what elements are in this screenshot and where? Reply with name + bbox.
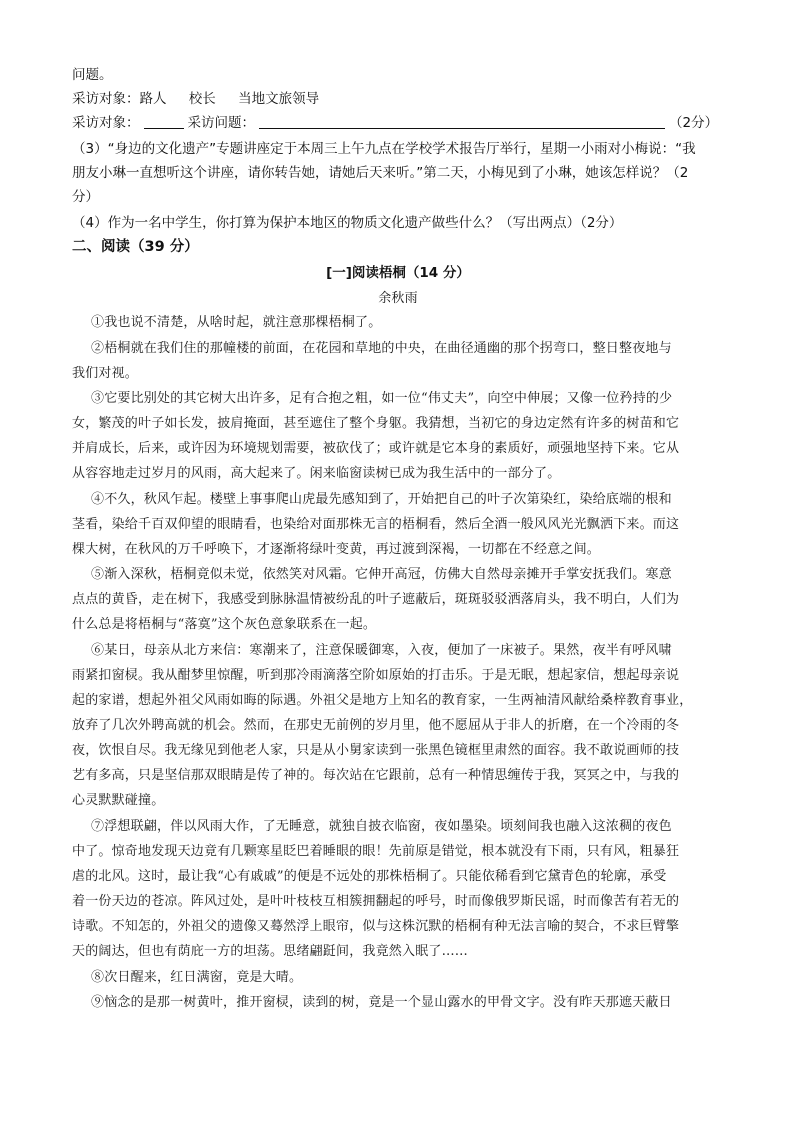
author: 余秋雨 [378,291,418,306]
text-line: 问题。 [72,67,113,83]
passage-line: ⑥某日，母亲从北方来信：寒潮来了，注意保暖御寒，入夜，便加了一床被子。果然，夜半有呼风啸 [91,643,672,658]
interviewee-3: 当地文旅领导 [238,91,320,107]
passage-line: 棵大树，在秋风的万千呼唤下，才逐渐将绿叶变黄，再过渡到深褐，一切都在不经意之间。 [72,542,601,557]
blank-object[interactable] [144,114,184,129]
passage-line: 茎看，染给千百双仰望的眼睛看，也染给对面那株无言的梧桐看，然后全酒一般风风光光飘洒下来。而这 [72,517,680,532]
passage-line: 艺有多高，只是坚信那双眼睛是传了神的。每次站在它跟前，总有一种情思缠传于我，冥冥之中，与我的 [72,768,680,783]
passage-line: 我们对视。 [72,366,139,381]
passage-line: 并肩成长，后来，或许因为环境规划需要，被砍伐了；或许就是它本身的素质好，顽强地坚持下来。它从 [72,441,680,456]
passage-line: 中了。惊奇地发现天边竟有几颗寒星眨巴着睡眼的眼！先前原是错觉，根本就没有下雨，只有风，粗暴狂 [72,844,680,859]
interviewee-2: 校长 [188,91,216,107]
passage-line: ⑨恼念的是那一树黄叶，推开窗棂，读到的树，竟是一个显山露水的甲骨文字。没有昨天那遮天蔽日 [91,995,672,1010]
blank-question[interactable] [259,114,665,129]
passage-line: 雨紧扣窗棂。我从酣梦里惊醒，听到那冷雨滴落空阶如原始的打击乐。于是无眠，想起家信，想起母亲说 [72,668,680,683]
passage-line: 起的家谱，想起外祖父风雨如晦的际遇。外祖父是地方上知名的教育家，一生两袖清风献给桑梓教育事业， [72,693,693,708]
passage-line: 什么总是将梧桐与“落寞”这个灰色意象联系在一起。 [72,617,377,632]
passage-line: ①我也说不清楚，从啥时起，就注意那棵梧桐了。 [91,315,382,330]
question-4: （4）作为一名中学生，你打算为保护本地区的物质文化遗产做些什么？（写出两点）（2分） [72,215,623,231]
passage-line: 夜，饮恨自尽。我无缘见到他老人家，只是从小舅家读到一张黑色镜框里肃然的面容。我不敢说画师的技 [72,743,680,758]
question-3-line-1: （3）“身边的文化遗产”专题讲座定于本周三上午九点在学校学术报告厅举行，星期一小雨对小梅说：“我 [72,141,696,157]
passage-line: 天的阔达，但也有荫庇一方的坦荡。思绪翩跹间，我竟然入眠了…… [72,944,469,959]
passage-line: 点点的黄昏，走在树下，我感受到脉脉温情被纷乱的叶子遮蔽后，斑斑驳驳洒落肩头，我不明白，人们为 [72,592,680,607]
section-title: 二、阅读（39 分） [72,239,199,255]
passage-line: 从容容地走过岁月的风雨，高大起来了。闲来临窗读树已成为我生活中的一部分了。 [72,466,561,481]
fill-score: （2分） [669,115,719,131]
passage-line: 着一份天边的苍凉。阵风过处，是叶叶枝枝互相簇拥翻起的呼号，时而像俄罗斯民谣，时而像苦有若无的 [72,894,680,909]
interviewees-line [72,90,724,108]
passage-line: ⑧次日醒来，红日满窗，竟是大晴。 [91,970,303,985]
passage-line: ③它要比别处的其它树大出许多，足有合抱之粗，如一位“伟丈夫”，向空中伸展；又像一位矜持的少 [91,391,673,406]
fill-label-question: 采访问题： [187,115,255,131]
passage-line: ④不久，秋风乍起。楼壁上事事爬山虎最先感知到了，开始把自己的叶子次第染红，染给底端的根和 [91,492,672,507]
passage-line: 虐的北风。这时，最让我“心有戚戚”的便是不远处的那株梧桐了。只能依稀看到它黛青色的轮廓，承受 [72,869,667,884]
interviewees-label: 采访对象： [72,91,140,107]
passage-line: ⑦浮想联翩，伴以风雨大作，了无睡意，就独自披衣临窗，夜如墨染。顷刻间我也融入这浓稠的夜色 [91,819,672,834]
passage-line: 诗歌。不知怎的，外祖父的遗像又蓦然浮上眼帘，似与这株沉默的梧桐有种无法言喻的契合，不求巨臂擎 [72,919,680,934]
passage-line: 放弃了几次外聘高就的机会。然而，在那史无前例的岁月里，他不愿屈从于非人的折磨，在一个冷雨的冬 [72,718,680,733]
question-3-line-3: 分） [72,189,99,205]
fill-in-line [72,114,724,132]
passage-line: 心灵默默碰撞。 [72,793,165,808]
passage-line: ⑤渐入深秋，梧桐竟似未觉，依然笑对风霜。它伸开高冠，仿佛大自然母亲摊开手掌安抚我们。寒意 [91,567,672,582]
interviewee-1: 路人 [139,91,167,107]
passage-line: ②梧桐就在我们住的那幢楼的前面，在花园和草地的中央，在曲径通幽的那个拐弯口，整日整夜地与 [91,341,672,356]
reading-subtitle: [一]阅读梧桐（14 分） [326,265,470,281]
question-3-line-2: 朋友小琳一直想听这个讲座，请你转告她，请她后天来听。”第二天，小梅见到了小琳，她该怎样说？（2 [72,165,689,181]
fill-label-object: 采访对象： [72,115,140,131]
passage-line: 女，繁茂的叶子如长发，披肩掩面，甚至遮住了整个身躯。我猜想，当初它的身边定然有许多的树苗和它 [72,416,680,431]
